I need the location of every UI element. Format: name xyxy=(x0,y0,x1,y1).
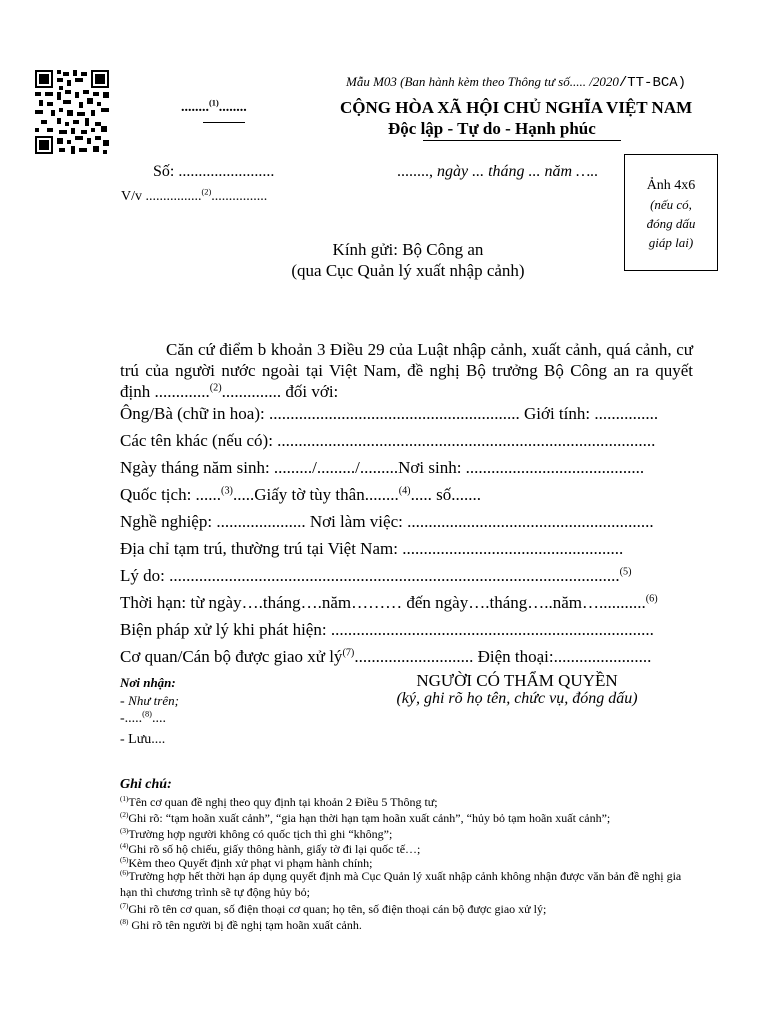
note-2-marker: (2) xyxy=(120,811,129,819)
duration-footnote: (6) xyxy=(645,593,658,605)
note-4 xyxy=(120,842,420,857)
note-5-text: Kèm theo Quyết định xử phạt vi phạm hành chính; xyxy=(128,856,373,870)
field-birth: Ngày tháng năm sinh: ........./........./.........Nơi sinh: .......................................... xyxy=(120,458,645,477)
signer-title: NGƯỜI CÓ THẨM QUYỀN xyxy=(416,671,618,690)
note-4-text: Ghi rõ số hộ chiếu, giấy thông hành, giấy tờ đi lại quốc tế…; xyxy=(128,842,421,856)
motto-underline xyxy=(423,140,621,141)
note-8-marker: (8) xyxy=(120,918,129,926)
agency-suffix: ........ xyxy=(218,100,247,115)
id-number-label: ..... số....... xyxy=(410,485,481,504)
field-nationality xyxy=(120,485,481,505)
note-1-text: Tên cơ quan đề nghị theo quy định tại khoản 2 Điều 5 Thông tư; xyxy=(128,795,438,809)
note-7 xyxy=(120,902,546,917)
form-label xyxy=(346,74,686,91)
note-7-text: Ghi rõ tên cơ quan, số điện thoại cơ quan; họ tên, số điện thoại cán bộ được giao xử lý; xyxy=(128,902,547,916)
handler-label: Cơ quan/Cán bộ được giao xử lý xyxy=(120,647,343,666)
recipients-item-2-b: .... xyxy=(151,711,166,726)
note-1-marker: (1) xyxy=(120,795,129,803)
signer-instruction: (ký, ghi rõ họ tên, chức vụ, đóng dấu) xyxy=(396,690,638,707)
agency-footnote: (1) xyxy=(209,98,219,108)
photo-note-1: (nếu có, xyxy=(650,197,692,212)
photo-title: Ảnh 4x6 xyxy=(646,178,696,193)
note-6 xyxy=(120,868,700,900)
nationality-footnote: (3) xyxy=(221,485,233,497)
duration-label: Thời hạn: từ ngày….tháng….năm……… đến ngày….tháng…..năm…........... xyxy=(120,593,646,612)
note-3-text: Trường hợp người không có quốc tịch thì ghi “không”; xyxy=(128,827,393,841)
note-3-marker: (3) xyxy=(120,827,129,835)
field-reason xyxy=(120,566,632,586)
recipient-via: (qua Cục Quản lý xuất nhập cảnh) xyxy=(291,261,525,280)
note-4-marker: (4) xyxy=(120,842,129,850)
note-8 xyxy=(120,918,362,933)
reason-footnote: (5) xyxy=(619,566,632,578)
recipients-item-1 xyxy=(120,693,179,710)
intro-text: Căn cứ điểm b khoản 3 Điều 29 của Luật nhập cảnh, xuất cảnh, quá cảnh, cư trú của người nước ngoài tại Việt Nam, đề nghị Bộ trưởng Bộ Công an ra quyết định ............. xyxy=(120,340,693,401)
recipients-item-2-a: -..... xyxy=(120,711,143,726)
note-6-text: Trường hợp hết thời hạn áp dụng quyết định mà Cục Quản lý xuất nhập cảnh không nhận được văn bản đề nghị gia hạn thì chương trình sẽ tự động hủy bỏ; xyxy=(120,869,682,899)
recipients-item-3: - Lưu.... xyxy=(120,732,166,747)
form-label-text: Mẫu M03 (Ban hành kèm theo Thông tư số..... /2020 xyxy=(346,74,619,89)
date-value: ngày ... tháng ... năm ….. xyxy=(437,163,599,180)
note-1 xyxy=(120,795,438,810)
intro-end: .............. đối với: xyxy=(221,382,339,401)
national-title: CỘNG HÒA XÃ HỘI CHỦ NGHĨA VIỆT NAM xyxy=(340,98,693,117)
field-handler xyxy=(120,647,651,667)
note-7-marker: (7) xyxy=(120,902,129,910)
photo-note-3: giáp lai) xyxy=(648,235,694,250)
reason-label: Lý do: .......................................................................................................... xyxy=(120,566,620,585)
agency-name xyxy=(181,100,247,116)
subject-footnote: (2) xyxy=(201,187,212,197)
document-subject xyxy=(121,189,267,205)
qr-code xyxy=(35,70,109,154)
id-document-label: .....Giấy tờ tùy thân........ xyxy=(232,485,399,504)
note-5-marker: (5) xyxy=(120,856,129,864)
intro-paragraph xyxy=(120,339,693,402)
national-motto: Độc lập - Tự do - Hạnh phúc xyxy=(388,119,596,138)
agency-underline xyxy=(203,122,245,123)
note-3 xyxy=(120,827,392,842)
recipients-title: Nơi nhận: xyxy=(120,675,176,690)
date-place: ........, xyxy=(397,163,437,180)
note-6-marker: (6) xyxy=(120,869,129,877)
document-number: Số: ........................ xyxy=(153,163,275,180)
photo-note-2: đóng dấu xyxy=(646,216,696,231)
field-occupation: Nghề nghiệp: ..................... Nơi làm việc: .......................................................... xyxy=(120,512,654,531)
note-2-text: Ghi rõ: “tạm hoãn xuất cảnh”, “gia hạn thời hạn tạm hoãn xuất cảnh”, “hủy bỏ tạm hoãn xuất cảnh”; xyxy=(128,811,611,825)
form-label-code: /TT-BCA) xyxy=(618,75,687,91)
note-8-text: Ghi rõ tên người bị đề nghị tạm hoãn xuất cảnh. xyxy=(128,918,362,932)
recipients-dash: - xyxy=(120,694,129,709)
note-2 xyxy=(120,811,610,826)
recipients-item-2 xyxy=(120,711,166,727)
field-full-name: Ông/Bà (chữ in hoa): ........................................................... Giới tính: ............... xyxy=(120,404,659,423)
field-handling: Biện pháp xử lý khi phát hiện: ............................................................................ xyxy=(120,620,654,639)
field-address: Địa chỉ tạm trú, thường trú tại Việt Nam: .................................................... xyxy=(120,539,624,558)
recipient-line: Kính gửi: Bộ Công an xyxy=(332,240,484,259)
notes-title: Ghi chú: xyxy=(120,777,172,792)
document-date xyxy=(397,163,598,181)
field-other-names: Các tên khác (nếu có): ......................................................................................... xyxy=(120,431,656,450)
handler-phone: ............................ Điện thoại:....................... xyxy=(354,647,652,666)
subject-suffix: ................ xyxy=(211,189,268,204)
handler-footnote: (7) xyxy=(342,647,355,659)
field-duration xyxy=(120,593,658,613)
recipients-as-above: Như trên; xyxy=(128,693,179,708)
intro-footnote: (2) xyxy=(209,382,222,394)
recipients-footnote: (8) xyxy=(142,709,152,719)
subject-prefix: V/v ................ xyxy=(121,189,202,204)
agency-prefix: ........ xyxy=(181,100,209,115)
nationality-label: Quốc tịch: ...... xyxy=(120,485,222,504)
id-document-footnote: (4) xyxy=(398,485,411,497)
